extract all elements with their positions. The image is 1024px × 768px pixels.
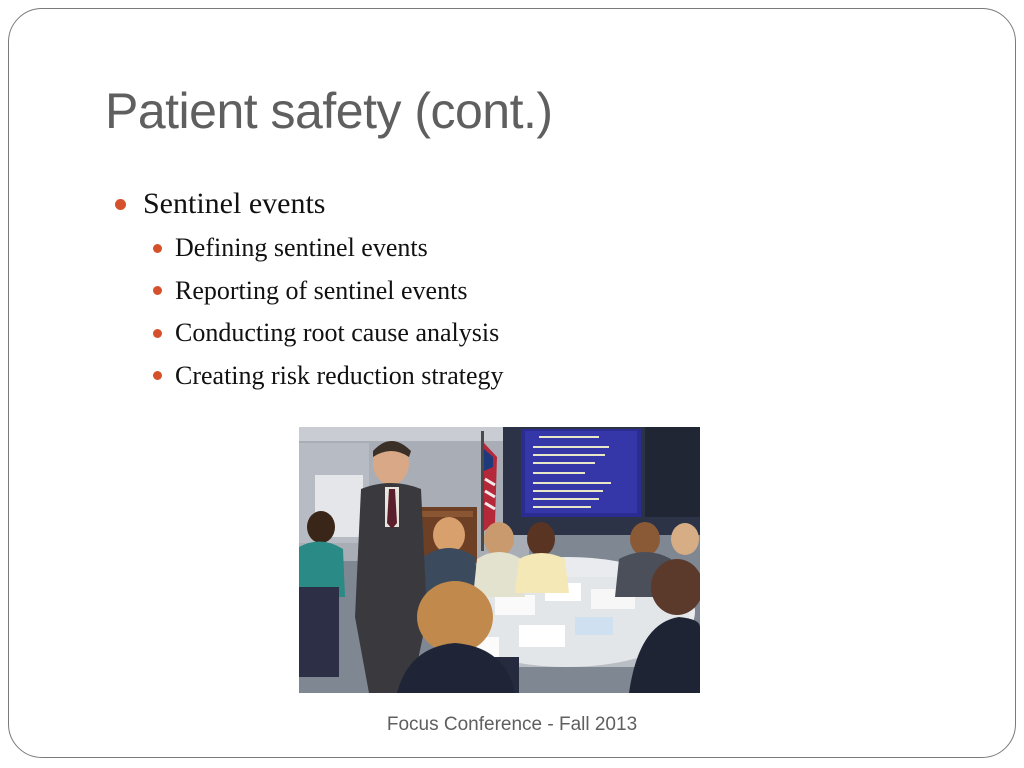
- bullet-list: [115, 183, 715, 397]
- slide-footer: Focus Conference - Fall 2013: [386, 714, 638, 735]
- bullet-text: Sentinel events: [143, 187, 326, 220]
- slide-title: Patient safety (cont.): [105, 83, 553, 139]
- sub-bullet-dot-icon: [153, 371, 162, 380]
- meeting-room-photo: [299, 427, 700, 693]
- sub-bullet-list: [153, 227, 715, 397]
- sub-bullet-item: [153, 312, 715, 355]
- bullet-item: [115, 183, 715, 225]
- sub-bullet-text: Reporting of sentinel events: [175, 275, 468, 305]
- sub-bullet-item: [153, 270, 715, 313]
- sub-bullet-dot-icon: [153, 286, 162, 295]
- sub-bullet-item: [153, 227, 715, 270]
- sub-bullet-dot-icon: [153, 329, 162, 338]
- bullet-dot-icon: [115, 199, 126, 210]
- sub-bullet-dot-icon: [153, 244, 162, 253]
- sub-bullet-text: Creating risk reduction strategy: [175, 360, 504, 390]
- sub-bullet-text: Defining sentinel events: [175, 233, 428, 263]
- sub-bullet-item: [153, 355, 715, 398]
- sub-bullet-text: Conducting root cause analysis: [175, 318, 500, 348]
